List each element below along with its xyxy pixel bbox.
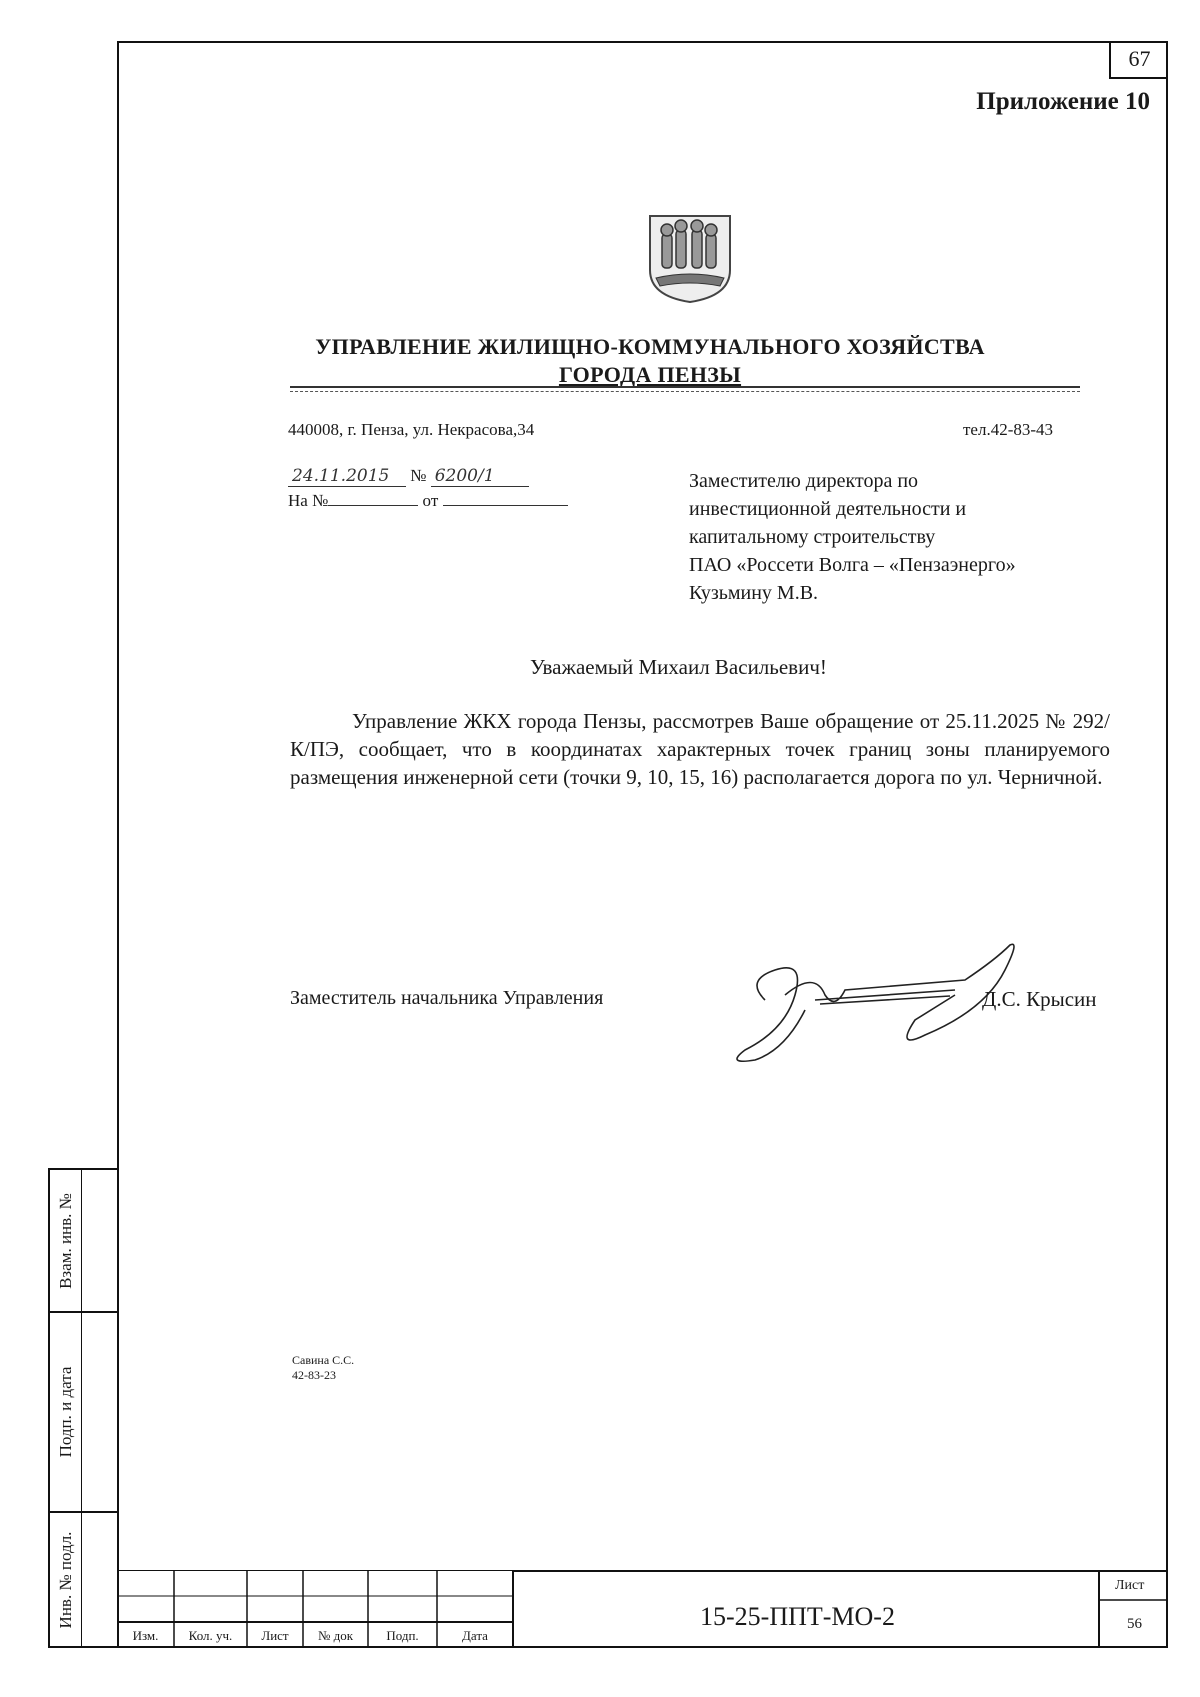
phone: тел.42-83-43 (963, 420, 1054, 439)
appendix-label: Приложение 10 (976, 88, 1150, 115)
recipient-block (689, 467, 1109, 607)
letter-body (290, 707, 1110, 791)
signer-name: Д.С. Крысин (982, 987, 1097, 1011)
executor-phone: 42-83-23 (292, 1368, 336, 1382)
side-cell-podp (48, 1313, 117, 1513)
column-izm: Изм. (132, 1628, 159, 1643)
document-code: 15-25-ППТ-МО-2 (700, 1602, 895, 1631)
number-label: № (410, 466, 427, 485)
side-cell-inv (48, 1513, 117, 1648)
column-kol-uch: Кол. уч. (188, 1628, 233, 1643)
recipient-line: Кузьмину М.В. (689, 582, 819, 604)
coat-of-arms-emblem (646, 212, 734, 304)
title-block-grid (117, 1570, 514, 1648)
handwritten-signature (725, 940, 1025, 1070)
sheet-number: 56 (1127, 1616, 1142, 1632)
recipient-line: капитальному строительству (689, 526, 936, 548)
signer-position: Заместитель начальника Управления (290, 987, 604, 1009)
registration-block (288, 466, 588, 511)
org-line-2: ГОРОДА ПЕНЗЫ (558, 362, 742, 387)
column-date: Дата (462, 1628, 488, 1643)
executor-info (292, 1353, 354, 1383)
ref-label: На № (288, 491, 329, 510)
sheet-label: Лист (1115, 1578, 1145, 1593)
side-label-podp: Подп. и дата (55, 1366, 75, 1458)
side-label-vzam: Взам. инв. № (55, 1192, 75, 1289)
handwritten-date: 24.11.2015 (288, 466, 406, 487)
recipient-line: инвестиционной деятельности и (689, 498, 967, 520)
organization-name (290, 333, 1010, 389)
column-list: Лист (261, 1628, 289, 1643)
top-sheet-number: 67 (1109, 41, 1168, 79)
side-label-inv: Инв. № подл. (55, 1531, 75, 1628)
side-cell-vzam (48, 1168, 117, 1313)
letterhead-rule-dashed (290, 391, 1080, 392)
column-doc-no: № док (317, 1628, 354, 1643)
recipient-line: Заместителю директора по (689, 470, 919, 492)
recipient-line: ПАО «Россети Волга – «Пензаэнерго» (689, 554, 1016, 576)
greeting: Уважаемый Михаил Васильевич! (530, 655, 827, 679)
org-line-1: УПРАВЛЕНИЕ ЖИЛИЩНО-КОММУНАЛЬНОГО ХОЗЯЙСТВА (315, 334, 985, 359)
from-label: от (422, 491, 439, 510)
handwritten-number: 6200/1 (431, 466, 529, 487)
column-podp: Подп. (386, 1628, 419, 1643)
address: 440008, г. Пенза, ул. Некрасова,34 (288, 420, 535, 439)
letterhead-rule (290, 386, 1080, 388)
drawing-frame (117, 41, 1168, 1648)
letter-paragraph: Управление ЖКХ города Пензы, рассмотрев Ваше обращение от 25.11.2025 № 292/К/ПЭ, сообщает, что в координатах характерных точек границ зоны планируемого размещения инженерной сети (точки 9, 10, 15, 16) располагается дорога по ул. Черничной. (290, 709, 1110, 789)
executor-name: Савина С.С. (292, 1353, 355, 1367)
